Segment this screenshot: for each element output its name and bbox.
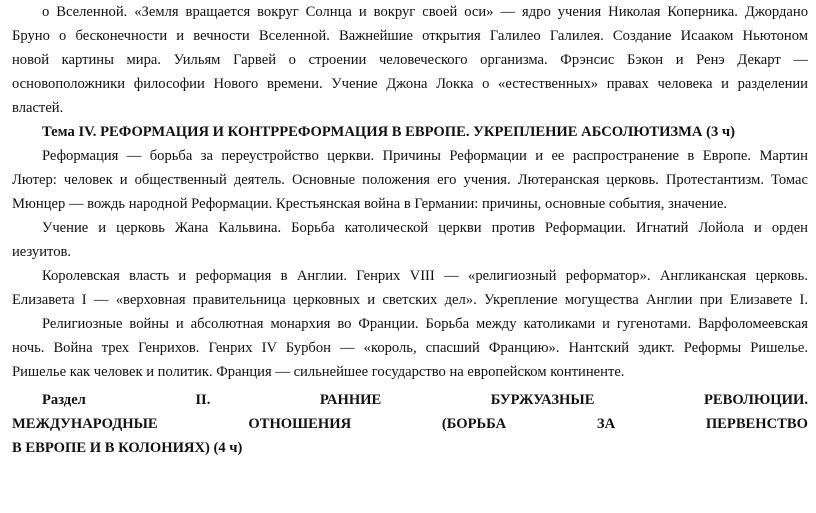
section-heading-line: МЕЖДУНАРОДНЫЕ ОТНОШЕНИЯ (БОРЬБА ЗА ПЕРВЕНСТВО bbox=[12, 416, 808, 432]
document-page bbox=[12, 0, 808, 460]
paragraph-line: Елизавета I — «верховная правительница церковных и светских дел». Укрепление могущества Англии при Елизавете I. bbox=[12, 292, 808, 308]
paragraph-line: Королевская власть и реформация в Англии. Генрих VIII — «религиозный реформатор». Англиканская церковь. bbox=[42, 268, 808, 284]
section-heading-line: В ЕВРОПЕ И В КОЛОНИЯХ) (4 ч) bbox=[12, 440, 243, 456]
paragraph-line: иезуитов. bbox=[12, 244, 72, 260]
topic-title: РЕФОРМАЦИЯ И КОНТРРЕФОРМАЦИЯ В ЕВРОПЕ. УКРЕПЛЕНИЕ АБСОЛЮТИЗМА (3 ч) bbox=[100, 124, 735, 140]
paragraph-line: ночь. Война трех Генрихов. Генрих IV Бурбон — «король, спасший Францию». Нантский эдикт. Реформы Ришелье. bbox=[12, 340, 808, 356]
paragraph-line: новой картины мира. Уильям Гарвей о строении человеческого организма. Фрэнсис Бэкон и Ренэ Декарт — bbox=[12, 52, 808, 68]
paragraph-line: Учение и церковь Жана Кальвина. Борьба католической церкви против Реформации. Игнатий Лойола и орден bbox=[42, 220, 808, 236]
topic-heading bbox=[12, 120, 808, 144]
topic-number: Тема IV. bbox=[42, 124, 101, 140]
section-heading-line: Раздел II. РАННИЕ БУРЖУАЗНЫЕ РЕВОЛЮЦИИ. bbox=[42, 392, 808, 408]
paragraph-line: властей. bbox=[12, 100, 64, 116]
paragraph-line: Реформация — борьба за переустройство церкви. Причины Реформации и ее распространение в Европе. Мартин bbox=[42, 148, 808, 164]
paragraph-line: Бруно о бесконечности и вечности Вселенной. Важнейшие открытия Галилео Галилея. Создание Исааком Ньютоном bbox=[12, 28, 808, 44]
paragraph-line: Религиозные войны и абсолютная монархия во Франции. Борьба между католиками и гугенотами. Варфоломеевская bbox=[42, 316, 808, 332]
paragraph-line: Ришелье как человек и политик. Франция — сильнейшее государство на европейском континенте. bbox=[12, 364, 625, 380]
paragraph-line: Лютер: человек и общественный деятель. Основные положения его учения. Лютеранская церковь. Протестантизм. Томас bbox=[12, 172, 808, 188]
paragraph-line: о Вселенной. «Земля вращается вокруг Солнца и вокруг своей оси» — ядро учения Николая Коперника. Джордано bbox=[42, 4, 808, 20]
paragraph-line: основоположники философии Нового времени. Учение Джона Локка о «естественных» правах человека и разделении bbox=[12, 76, 808, 92]
paragraph-line: Мюнцер — вождь народной Реформации. Крестьянская война в Германии: причины, основные события, значение. bbox=[12, 196, 728, 212]
